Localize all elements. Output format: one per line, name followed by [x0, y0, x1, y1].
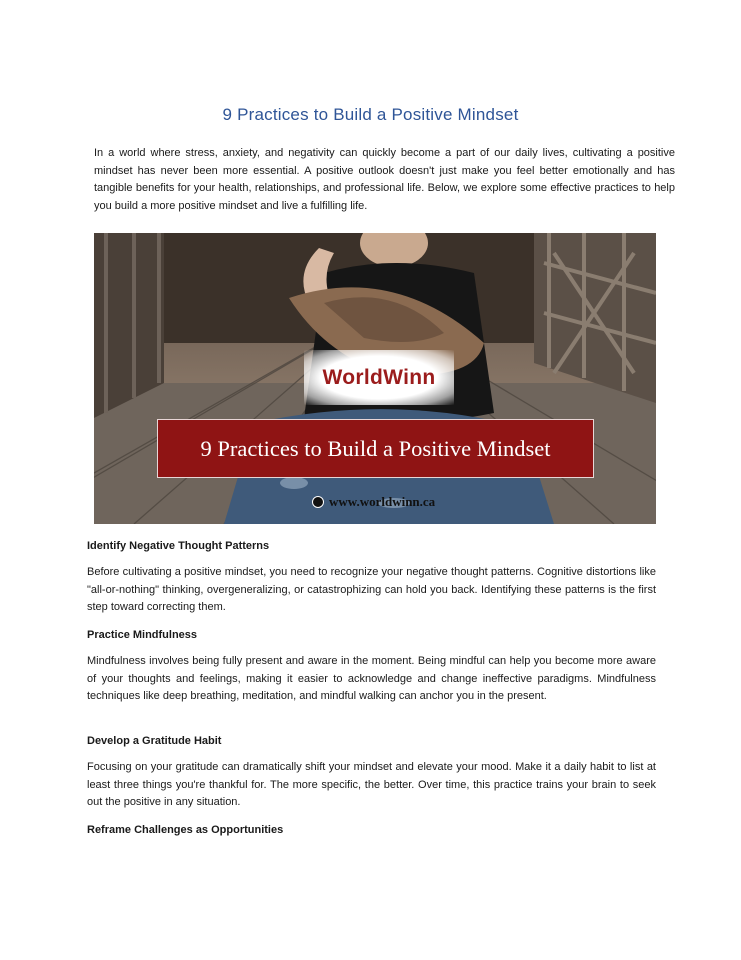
section-mindfulness	[87, 628, 656, 706]
hero-image	[94, 233, 656, 524]
brand-name: WorldWinn	[322, 365, 436, 389]
section-heading: Identify Negative Thought Patterns	[87, 540, 270, 552]
hero-banner	[157, 419, 594, 478]
hero-banner-title: 9 Practices to Build a Positive Mindset	[200, 435, 551, 461]
hero-url-text: www.worldwinn.ca	[329, 494, 436, 509]
page-title: 9 Practices to Build a Positive Mindset	[222, 105, 519, 124]
section-heading: Develop a Gratitude Habit	[87, 735, 222, 747]
section-reframe	[87, 823, 656, 837]
section-body: Mindfulness involves being fully present and aware in the moment. Being mindful can help you become more aware of your thoughts and feelings, making it easier to acknowledge and change ineffective paradigms. Mindfulness techniques like deep breathing, meditation, and mindful walking can anchor you in the present.	[87, 655, 656, 702]
section-body: Focusing on your gratitude can dramatically shift your mindset and elevate your mood. Make it a daily habit to list at least three things you're thankful for. The more specific, the better. Over time, this practice trains your brain to seek out the positive in any situation.	[87, 761, 656, 808]
intro-paragraph: In a world where stress, anxiety, and negativity can quickly become a part of our daily lives, cultivating a positive mindset has never been more essential. A positive outlook doesn't just make you feel better emotionally and has tangible benefits for your health, relationships, and professional life. Below, we explore some effective practices to help you build a more positive mindset and live a fulfilling life.	[94, 147, 675, 212]
section-identify-negative	[87, 539, 656, 617]
hero-url	[312, 493, 435, 511]
section-gratitude	[87, 734, 656, 812]
globe-icon	[312, 496, 324, 508]
brand-logo	[304, 350, 454, 405]
section-heading: Practice Mindfulness	[87, 629, 198, 641]
section-body: Before cultivating a positive mindset, you need to recognize your negative thought patterns. Cognitive distortions like "all-or-nothing" thinking, overgeneralizing, or catastrophizing can hold you back. Identifying these patterns is the first step toward correcting them.	[87, 566, 656, 613]
section-heading: Reframe Challenges as Opportunities	[87, 824, 284, 836]
